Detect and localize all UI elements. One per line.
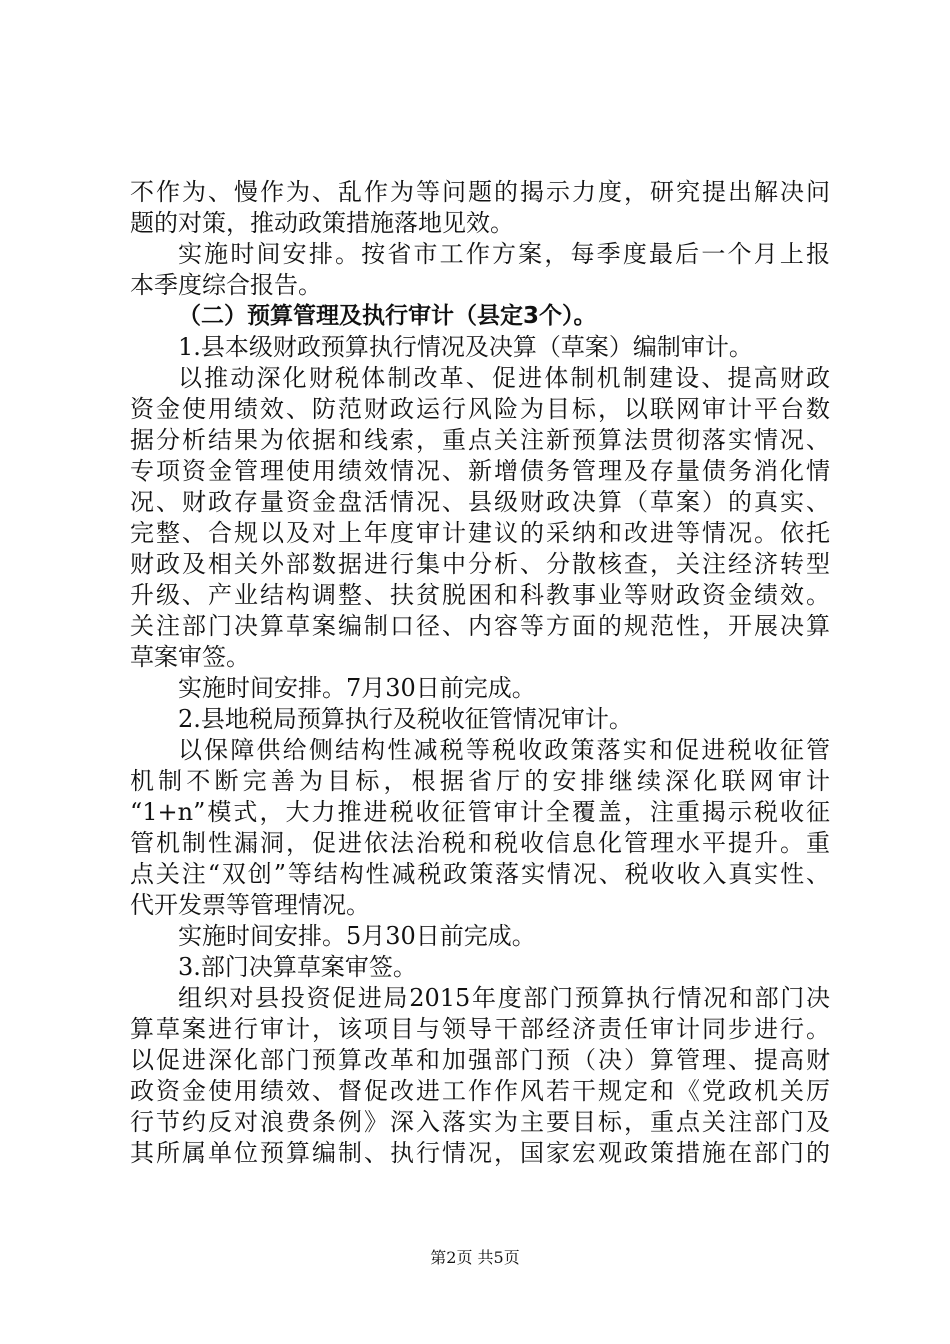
section-heading: （二）预算管理及执行审计（县定3个）。 [178,303,597,329]
text-line: 完整、合规以及对上年度审计建议的采纳和改进等情况。依托 [130,519,830,547]
text-line: 行节约反对浪费条例》深入落实为主要目标，重点关注部门及 [130,1108,830,1136]
text-line: 以促进深化部门预算改革和加强部门预（决）算管理、提高财 [130,1046,830,1074]
text-line: 据分析结果为依据和线索，重点关注新预算法贯彻落实情况、 [130,426,830,454]
text-line: 以推动深化财税体制改革、促进体制机制建设、提高财政 [178,364,830,392]
document-body [130,177,830,1169]
text-line: 3.部门决算草案审签。 [178,953,417,981]
text-line: 专项资金管理使用绩效情况、新增债务管理及存量债务消化情 [130,457,830,485]
text-line: 1.县本级财政预算执行情况及决算（草案）编制审计。 [178,333,753,361]
text-line: 算草案进行审计，该项目与领导干部经济责任审计同步进行。 [130,1015,830,1043]
text-line: 资金使用绩效、防范财政运行风险为目标，以联网审计平台数 [130,395,830,423]
text-line: 财政及相关外部数据进行集中分析、分散核查，关注经济转型 [130,550,830,578]
text-line: 实施时间安排。按省市工作方案，每季度最后一个月上报 [178,240,830,268]
text-line: 关注部门决算草案编制口径、内容等方面的规范性，开展决算 [130,612,830,640]
text-line: 草案审签。 [130,643,250,671]
text-line: 代开发票等管理情况。 [130,891,370,919]
text-line: 管机制性漏洞，促进依法治税和税收信息化管理水平提升。重 [130,829,830,857]
text-line: 组织对县投资促进局2015年度部门预算执行情况和部门决 [178,984,830,1012]
text-line: 机制不断完善为目标，根据省厅的安排继续深化联网审计 [130,767,830,795]
text-line: 况、财政存量资金盘活情况、县级财政决算（草案）的真实、 [130,488,830,516]
text-line: 本季度综合报告。 [130,271,322,299]
text-line: 实施时间安排。5月30日前完成。 [178,922,536,950]
page-footer: 第2页 共5页 [430,1248,520,1267]
text-line: 不作为、慢作为、乱作为等问题的揭示力度，研究提出解决问 [130,178,830,206]
text-line: 实施时间安排。7月30日前完成。 [178,674,536,702]
text-line: 以保障供给侧结构性减税等税收政策落实和促进税收征管 [178,736,830,764]
text-line: 升级、产业结构调整、扶贫脱困和科教事业等财政资金绩效。 [130,581,830,609]
text-line: 2.县地税局预算执行及税收征管情况审计。 [178,705,633,733]
text-line: 点关注“双创”等结构性减税政策落实情况、税收收入真实性、 [130,860,830,888]
text-line: 其所属单位预算编制、执行情况，国家宏观政策措施在部门的 [130,1139,830,1167]
text-line: 题的对策，推动政策措施落地见效。 [130,209,514,237]
text-line: “1+n”模式，大力推进税收征管审计全覆盖，注重揭示税收征 [130,798,830,826]
text-line: 政资金使用绩效、督促改进工作作风若干规定和《党政机关厉 [130,1077,830,1105]
